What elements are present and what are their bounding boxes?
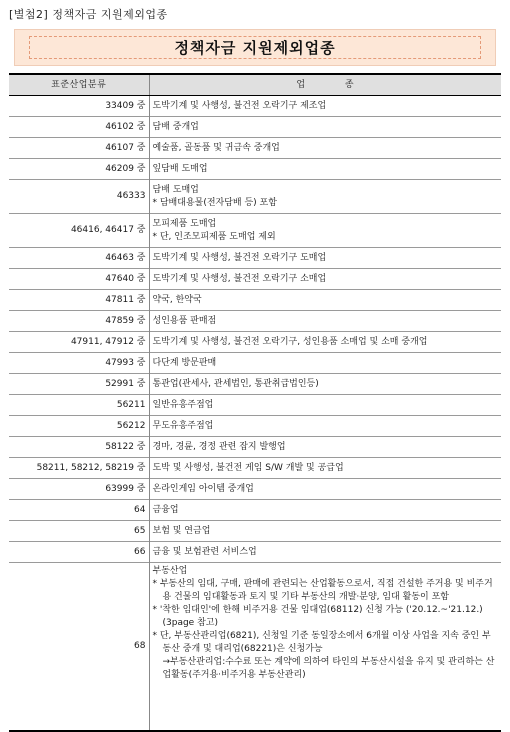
industry-code: 66 [9, 542, 149, 563]
table-row [9, 117, 501, 138]
table-row [9, 500, 501, 521]
industry-name: 경마, 경륜, 경정 관련 잡지 발행업 [152, 441, 286, 452]
industry-cell [149, 332, 501, 353]
industry-code: 58211, 58212, 58219 중 [9, 458, 149, 479]
table-row [9, 458, 501, 479]
industry-code: 46416, 46417 중 [9, 214, 149, 248]
industry-name: 금융 및 보험관련 서비스업 [152, 546, 257, 557]
table-body [9, 96, 501, 731]
industry-cell [149, 269, 501, 290]
industry-note: * 담배대용물(전자담배 등) 포함 [152, 197, 277, 208]
table-row [9, 416, 501, 437]
title-frame [29, 36, 481, 59]
table-row [9, 311, 501, 332]
industry-code: 47859 중 [9, 311, 149, 332]
industry-name: 도박 및 사행성, 불건전 게임 S/W 개발 및 공급업 [152, 462, 344, 473]
table-row [9, 479, 501, 500]
industry-cell [149, 479, 501, 500]
industry-name: 온라인게임 아이템 중개업 [152, 483, 254, 494]
industry-cell [149, 542, 501, 563]
industry-code: 56212 [9, 416, 149, 437]
industry-code: 47993 중 [9, 353, 149, 374]
industry-name: 금융업 [152, 504, 179, 515]
header-industry: 업 종 [149, 74, 501, 96]
industry-name: 통관업(관세사, 관세법인, 통관취급법인등) [152, 378, 319, 389]
industry-name: 성인용품 판매점 [152, 315, 217, 326]
industry-cell [149, 159, 501, 180]
industry-code: 46107 중 [9, 138, 149, 159]
industry-name: 잎담배 도매업 [152, 163, 208, 174]
exclusion-table [9, 73, 501, 732]
industry-cell [149, 214, 501, 248]
industry-code: 47911, 47912 중 [9, 332, 149, 353]
industry-name: 예술품, 골동품 및 귀금속 중개업 [152, 142, 280, 153]
industry-code: 47640 중 [9, 269, 149, 290]
table-row [9, 542, 501, 563]
table-row [9, 332, 501, 353]
industry-code: 63999 중 [9, 479, 149, 500]
table-row [9, 138, 501, 159]
industry-code: 46209 중 [9, 159, 149, 180]
industry-name: 부동산업 [152, 566, 188, 576]
industry-cell [149, 521, 501, 542]
industry-code: 47811 중 [9, 290, 149, 311]
industry-cell [149, 138, 501, 159]
industry-code: 56211 [9, 395, 149, 416]
industry-cell [149, 180, 501, 214]
industry-cell [149, 96, 501, 117]
industry-note: * 단, 부동산관리업(6821), 신청일 기준 동일장소에서 6개월 이상 사업을 지속 중인 부동산 중개 및 대리업(68221)은 신청가능 [152, 631, 491, 654]
industry-name: 다단계 방문판매 [152, 357, 217, 368]
table-row [9, 374, 501, 395]
industry-cell [149, 374, 501, 395]
industry-cell [149, 353, 501, 374]
page-title: 정책자금 지원제외업종 [174, 39, 336, 57]
industry-cell [149, 117, 501, 138]
industry-cell [149, 500, 501, 521]
table-row [9, 563, 501, 731]
table-row [9, 353, 501, 374]
industry-name: 일반유흥주점업 [152, 399, 214, 410]
industry-cell [149, 458, 501, 479]
industry-code: 52991 중 [9, 374, 149, 395]
table-row [9, 214, 501, 248]
industry-name: 도박기계 및 사행성, 불건전 오락기구 소매업 [152, 273, 327, 284]
table-row [9, 96, 501, 117]
industry-name: 도박기계 및 사행성, 불건전 오락기구 제조업 [152, 100, 327, 111]
industry-code: 46333 [9, 180, 149, 214]
table-row [9, 180, 501, 214]
header-code: 표준산업분류 [9, 74, 149, 96]
industry-cell [149, 311, 501, 332]
industry-note: * '착한 임대인'에 한해 비주거용 건물 임대업(68112) 신청 가능 ('20.12.~'21.12.) (3page 참고) [152, 605, 483, 628]
industry-code: 58122 중 [9, 437, 149, 458]
table-row [9, 521, 501, 542]
industry-cell [149, 290, 501, 311]
table-header-row [9, 74, 501, 96]
title-banner [14, 29, 496, 66]
industry-name: 도박기계 및 사행성, 불건전 오락기구, 성인용품 소매업 및 소매 중개업 [152, 336, 428, 347]
industry-name: 무도유흥주점업 [152, 420, 214, 431]
industry-name: 약국, 한약국 [152, 294, 202, 305]
industry-code: 46102 중 [9, 117, 149, 138]
attachment-label: [별첨2] 정책자금 지원제외업종 [9, 8, 168, 21]
industry-cell [149, 563, 501, 731]
industry-cell [149, 416, 501, 437]
industry-subnote: →부동산관리업:수수료 또는 계약에 의하여 타인의 부동산시설을 유지 및 관리하는 산업활동(주거용·비주거용 부동산관리) [162, 657, 495, 680]
industry-code: 68 [9, 563, 149, 731]
industry-code: 33409 중 [9, 96, 149, 117]
industry-name: 담배 도매업 [152, 184, 199, 195]
table-row [9, 248, 501, 269]
industry-code: 65 [9, 521, 149, 542]
industry-note: * 부동산의 임대, 구매, 판매에 관련되는 산업활동으로서, 직접 건설한 주거용 및 비주거용 건물의 임대활동과 토지 및 기타 부동산의 개발·분양, 임대 활동이 포함 [152, 579, 493, 602]
industry-cell [149, 437, 501, 458]
industry-name: 모피제품 도매업 [152, 218, 217, 229]
table-row [9, 159, 501, 180]
industry-name: 도박기계 및 사행성, 불건전 오락기구 도매업 [152, 252, 327, 263]
table-row [9, 290, 501, 311]
industry-cell [149, 395, 501, 416]
industry-name: 보험 및 연금업 [152, 525, 211, 536]
industry-code: 64 [9, 500, 149, 521]
table-row [9, 269, 501, 290]
table-row [9, 395, 501, 416]
industry-cell [149, 248, 501, 269]
table-row [9, 437, 501, 458]
industry-code: 46463 중 [9, 248, 149, 269]
industry-name: 담배 중개업 [152, 121, 199, 132]
industry-note: * 단, 인조모피제품 도매업 제외 [152, 231, 276, 242]
